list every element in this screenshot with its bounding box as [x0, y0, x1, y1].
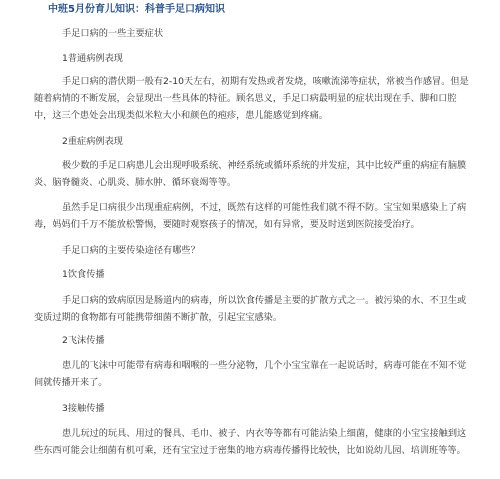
paragraph: 极少数的手足口病患儿会出现呼吸系统、神经系统或循环系统的并发症，其中比较严重的病症有脑膜炎、脑脊髓炎、心肌炎、肺水肿、循环衰竭等等。	[34, 160, 467, 188]
paragraph: 患儿的飞沫中可能带有病毒和咽喉的一些分泌物，几个小宝宝靠在一起说话时，病毒可能在不知不觉间就传播开来了。	[34, 360, 467, 388]
subheading: 2飞沫传播	[62, 335, 105, 346]
paragraph: 虽然手足口病很少出现重症病例，不过，既然有这样的可能性我们就不得不防。宝宝如果感染上了病毒，妈妈们千万不能放松警惕，要随时观察孩子的情况，如有异常，要及时送到医院接受治疗。	[34, 202, 467, 230]
paragraph: 手足口病的潜伏期一般有2-10天左右，初期有发热或者发烧，咳嗽流涕等症状，常被当作感冒。但是随着病情的不断发展，会显现出一些具体的特征。顾名思义，手足口病最明显的症状出现在手、脚和口腔中，这三个患处会出现类似米粒大小和颜色的疱疹，患儿能感觉到疼痛。	[34, 76, 469, 121]
paragraph: 患儿玩过的玩具、用过的餐具、毛巾、被子、内衣等等都有可能沾染上细菌，健康的小宝宝接触到这些东西可能会让细菌有机可乘，还有宝宝过于密集的地方病毒传播得比较快，比如说幼儿园、培训班等等。	[34, 428, 467, 456]
section-heading: 手足口病的主要传染途径有哪些？	[62, 245, 200, 256]
subheading: 3接触传播	[62, 403, 105, 414]
article-title: 中班5月份育儿知识：科普手足口病知识	[48, 4, 225, 15]
subheading: 2重症病例表现	[62, 136, 123, 147]
subheading: 1饮食传播	[62, 269, 105, 280]
paragraph: 手足口病的致病原因是肠道内的病毒，所以饮食传播是主要的扩散方式之一。被污染的水、不卫生或变质过期的食物都有可能携带细菌不断扩散，引起宝宝感染。	[34, 295, 467, 323]
subheading: 1普通病例表现	[62, 53, 123, 64]
section-heading: 手足口病的一些主要症状	[62, 28, 164, 39]
